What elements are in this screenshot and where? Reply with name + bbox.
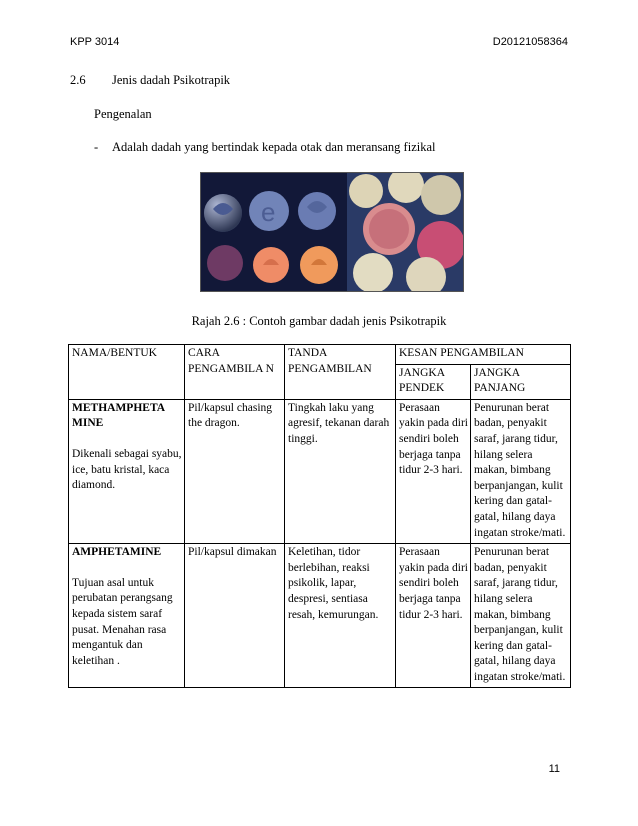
- cell-cara: Pil/kapsul chasing the dragon.: [185, 399, 285, 543]
- header-cara: CARA PENGAMBILA N: [185, 345, 285, 400]
- subheading: Pengenalan: [94, 107, 152, 121]
- pills-photo: [200, 172, 464, 292]
- header-course-code: KPP 3014: [70, 36, 120, 48]
- drug-description: Dikenali sebagai syabu, ice, batu kristal, kaca diamond.: [72, 447, 182, 492]
- drug-name: AMPHETAMINE: [72, 546, 162, 559]
- table-row: [69, 544, 571, 688]
- cell-jangka-panjang: Penurunan berat badan, penyakit saraf, jarang tidur, hilang selera makan, bimbang berpanjangan, kulit kering dan gatal-gatal, hilang daya ingatan stroke/mati.: [471, 399, 571, 543]
- bullet-marker: -: [94, 140, 99, 154]
- header-jangka-pendek: JANGKA PENDEK: [396, 364, 471, 399]
- drug-table: [68, 344, 571, 688]
- table-row: [69, 399, 571, 543]
- header-kesan: KESAN PENGAMBILAN: [396, 345, 571, 365]
- section-number: 2.6: [70, 73, 86, 87]
- bullet-text: Adalah dadah yang bertindak kepada otak dan meransang fizikal: [112, 140, 436, 154]
- cell-nama: [69, 399, 185, 543]
- header-nama: NAMA/BENTUK: [69, 345, 185, 400]
- header-jangka-panjang: JANGKA PANJANG: [471, 364, 571, 399]
- table-header-row: [69, 345, 571, 365]
- drug-description: Tujuan asal untuk perubatan perangsang kepada sistem saraf pusat. Menahan rasa mengantuk dan keletihan .: [72, 576, 173, 667]
- pills-illustration: [201, 173, 463, 291]
- page-number: 11: [548, 763, 560, 775]
- cell-jangka-pendek: Perasaan yakin pada diri sendiri boleh berjaga tanpa tidur 2-3 hari.: [396, 544, 471, 688]
- cell-tanda: Keletihan, tidor berlebihan, reaksi psikolik, lapar, despresi, sentiasa resah, kemurungan.: [285, 544, 396, 688]
- cell-cara: Pil/kapsul dimakan: [185, 544, 285, 688]
- header-student-id: D20121058364: [492, 36, 568, 48]
- cell-jangka-pendek: Perasaan yakin pada diri sendiri boleh berjaga tanpa tidur 2-3 hari.: [396, 399, 471, 543]
- cell-jangka-panjang: Penurunan berat badan, penyakit saraf, jarang tidur, hilang selera makan, bimbang berpanjangan, kulit kering dan gatal-gatal, hilang daya ingatan stroke/mati.: [471, 544, 571, 688]
- drug-name: METHAMPHETA MINE: [72, 401, 165, 430]
- cell-nama: [69, 544, 185, 688]
- header-tanda: TANDA PENGAMBILAN: [285, 345, 396, 400]
- cell-tanda: Tingkah laku yang agresif, tekanan darah tinggi.: [285, 399, 396, 543]
- section-title: Jenis dadah Psikotrapik: [112, 73, 231, 87]
- figure-caption: Rajah 2.6 : Contoh gambar dadah jenis Psikotrapik: [191, 314, 447, 328]
- svg-text:e: e: [261, 197, 276, 227]
